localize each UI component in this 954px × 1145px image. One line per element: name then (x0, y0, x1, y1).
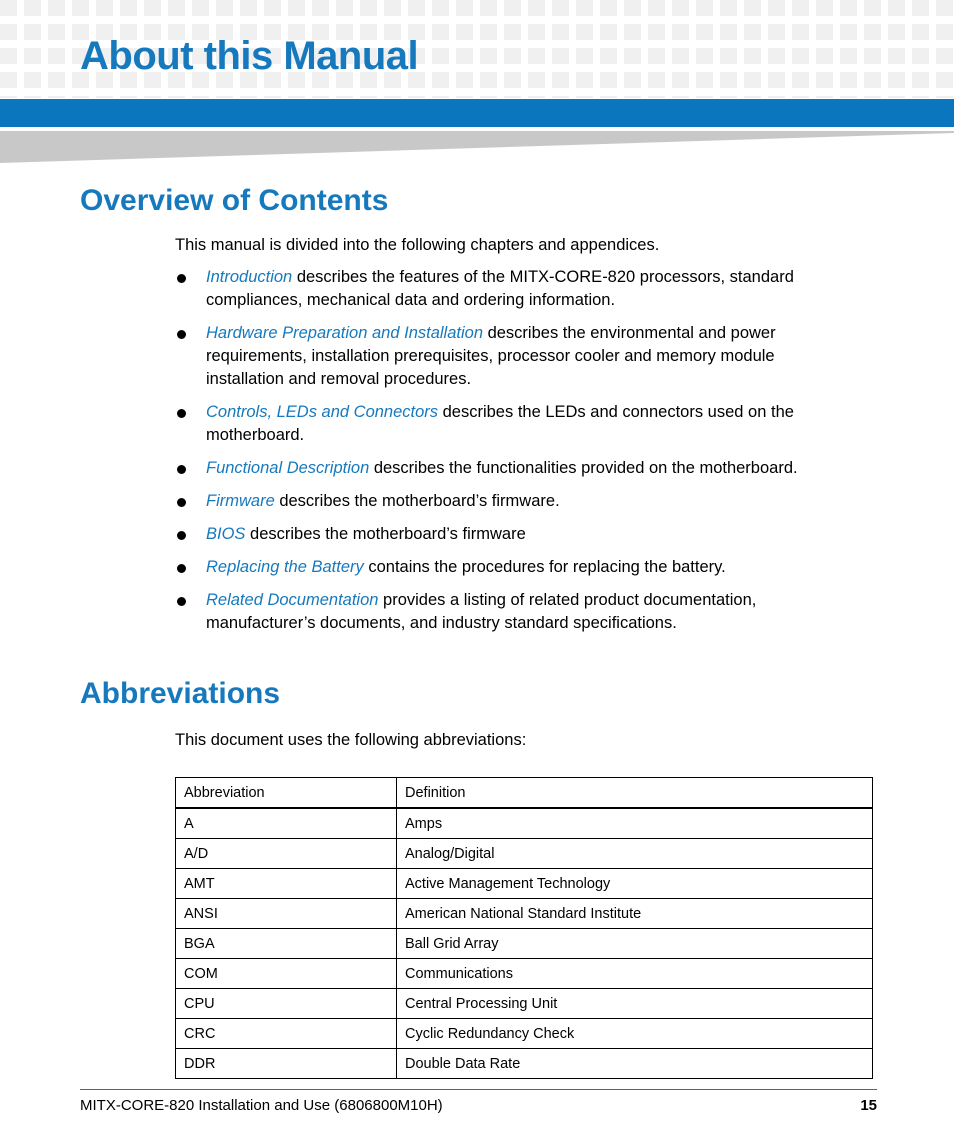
chapter-link[interactable]: Controls, LEDs and Connectors (206, 403, 439, 421)
table-row (176, 839, 873, 869)
table-row (176, 1049, 873, 1079)
list-item (175, 401, 855, 447)
chapter-link[interactable]: Firmware (206, 492, 275, 510)
abbreviation-cell: BGA (176, 929, 397, 959)
definition-cell: Analog/Digital (397, 839, 873, 869)
abbreviation-cell: COM (176, 959, 397, 989)
abbreviation-cell: A/D (176, 839, 397, 869)
list-item (175, 523, 855, 546)
overview-intro: This manual is divided into the following chapters and appendices. (175, 236, 660, 254)
bullet-icon (177, 564, 186, 573)
table-header-row (176, 778, 873, 809)
chapter-link[interactable]: BIOS (206, 525, 246, 543)
header-blue-band (0, 99, 954, 127)
chapter-description: describes the motherboard’s firmware (245, 525, 526, 543)
definition-cell: Double Data Rate (397, 1049, 873, 1079)
table-row (176, 808, 873, 839)
bullet-icon (177, 465, 186, 474)
definition-cell: Communications (397, 959, 873, 989)
table-row (176, 959, 873, 989)
column-header-abbreviation: Abbreviation (176, 778, 397, 809)
chapter-link[interactable]: Replacing the Battery (206, 558, 364, 576)
bullet-icon (177, 498, 186, 507)
list-item (175, 490, 855, 513)
chapter-link[interactable]: Introduction (206, 268, 293, 286)
definition-cell: Amps (397, 808, 873, 839)
definition-cell: Cyclic Redundancy Check (397, 1019, 873, 1049)
table-row (176, 1019, 873, 1049)
bullet-icon (177, 274, 186, 283)
definition-cell: Central Processing Unit (397, 989, 873, 1019)
list-item (175, 589, 855, 635)
table-row (176, 929, 873, 959)
abbreviation-cell: CRC (176, 1019, 397, 1049)
bullet-icon (177, 597, 186, 606)
page-number: 15 (860, 1097, 877, 1114)
table-row (176, 869, 873, 899)
chapter-link[interactable]: Functional Description (206, 459, 370, 477)
definition-cell: Active Management Technology (397, 869, 873, 899)
bullet-icon (177, 409, 186, 418)
chapter-link[interactable]: Hardware Preparation and Installation (206, 324, 483, 342)
abbreviation-cell: CPU (176, 989, 397, 1019)
header-gray-wedge (0, 131, 954, 163)
abbreviation-cell: A (176, 808, 397, 839)
chapter-list (175, 266, 855, 645)
abbreviation-cell: AMT (176, 869, 397, 899)
chapter-link[interactable]: Related Documentation (206, 591, 379, 609)
bullet-icon (177, 330, 186, 339)
list-item (175, 322, 855, 391)
chapter-description: contains the procedures for replacing the battery. (363, 558, 726, 576)
definition-cell: American National Standard Institute (397, 899, 873, 929)
bullet-icon (177, 531, 186, 540)
abbreviations-table (175, 777, 873, 1079)
footer-divider (80, 1089, 877, 1090)
chapter-description: describes the motherboard’s firmware. (274, 492, 560, 510)
overview-heading: Overview of Contents (80, 184, 389, 217)
table-row (176, 899, 873, 929)
chapter-title: About this Manual (80, 34, 419, 78)
chapter-description: describes the features of the MITX-CORE-820 processors, standard compliances, mechanical data and ordering information. (206, 268, 794, 309)
chapter-description: provides a listing of related product documentation, manufacturer’s documents, and industry standard specifications. (206, 591, 757, 632)
definition-cell: Ball Grid Array (397, 929, 873, 959)
chapter-description: describes the environmental and power requirements, installation prerequisites, processor cooler and memory module installation and removal procedures. (206, 324, 776, 388)
list-item (175, 556, 855, 579)
abbreviations-intro: This document uses the following abbreviations: (175, 731, 527, 749)
abbreviation-cell: DDR (176, 1049, 397, 1079)
footer-doc-title: MITX-CORE-820 Installation and Use (6806800M10H) (80, 1097, 443, 1114)
chapter-description: describes the functionalities provided on the motherboard. (369, 459, 798, 477)
list-item (175, 457, 855, 480)
abbreviations-heading: Abbreviations (80, 677, 281, 710)
table-row (176, 989, 873, 1019)
column-header-definition: Definition (397, 778, 873, 809)
chapter-description: describes the LEDs and connectors used on the motherboard. (206, 403, 794, 444)
list-item (175, 266, 855, 312)
abbreviation-cell: ANSI (176, 899, 397, 929)
